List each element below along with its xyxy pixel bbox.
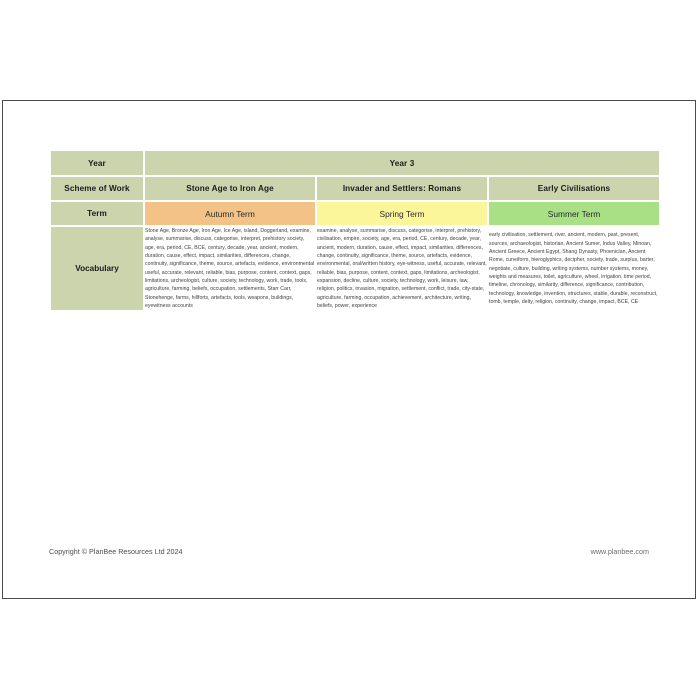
row-label-scheme-of-work: Scheme of Work: [51, 177, 143, 200]
year-value: Year 3: [145, 151, 659, 175]
row-label-term: Term: [51, 202, 143, 225]
vocabulary-summer: early civilisation, settlement, river, ancient, modern, past, present, sources, archaeologist, historian, Ancient Sumer, Indus Valley, Minoan, Ancient Greece, Ancient Egypt, Shang Dynasty, Phoenician, Ancient Rome, cuneiform, hieroglyphics, decipher, society, trade, surplus, barter, negotiate, culture, building, writing systems, number systems, money, weights and measures, toilet, agriculture, wheel, irrigation, time period, timeline, chronology, similarity, difference, significance, contribution, technology, knowledge, invention, structures, stable, durable, reconstruct, tomb, temple, deity, religion, continuity, change, impact, BCE, CE: [489, 227, 659, 310]
scheme-spring: Invader and Settlers: Romans: [317, 177, 487, 200]
vocabulary-autumn: Stone Age, Bronze Age, Iron Age, Ice Age, island, Doggerland, examine, analyse, summarise, discuss, categorise, interpret, prehistory society, age, era, period, CE, BCE, century, decade, year, ancient, modern, duration, cause, effect, impact, similarities, differences, change, continuity, significance, theme, source, artefacts, evidence, environmental useful, accurate, relevant, reliable, bias, purpose, content, context, gaps, limitations, archeologist, culture, society, technology, work, trade, tools, agriculture, farming, beliefs, occupation, settlements, Starr Carr, Stonehenge, farms, hillforts, artefacts, tools, weapons, buildings, eyewitness accounts: [145, 228, 315, 310]
table-row-year: [51, 151, 659, 175]
term-badge-autumn: Autumn Term: [145, 202, 315, 225]
curriculum-overview-table: [49, 149, 661, 312]
term-badge-summer: Summer Term: [489, 202, 659, 225]
term-badge-spring: Spring Term: [317, 202, 487, 225]
table-row-scheme-of-work: [51, 177, 659, 200]
page-content: [3, 101, 695, 598]
scheme-autumn: Stone Age to Iron Age: [145, 177, 315, 200]
footer-copyright: Copyright © PlanBee Resources Ltd 2024: [49, 547, 183, 556]
row-label-year: Year: [51, 151, 143, 175]
table-row-vocabulary: [51, 227, 659, 310]
scheme-summer: Early Civilisations: [489, 177, 659, 200]
vocabulary-spring: examine, analyse, summarise, discuss, categorise, interpret, prehistory, civilisation, empire, society, age, era, period, CE, century, decade, year, ancient, modern, duration, cause, effect, impact, similarities, differences, change, continuity, significance, theme, source, artefacts, evidence, environmental, oral/written history, eye-witness, useful, accurate, relevant, reliable, bias, purpose, content, context, gaps, limitations, archeologist, expansion, decline, culture, society, technology, work, leisure, law, religion, politics, invasion, migration, settlement, conflict, trade, city-state, agriculture, farming, occupation, achievement, architecture, writing, beliefs, power, experience: [317, 228, 487, 310]
table-row-term: [51, 202, 659, 225]
row-label-vocabulary: Vocabulary: [51, 227, 143, 310]
document-page: [2, 100, 696, 599]
footer-website: www.planbee.com: [590, 547, 649, 556]
